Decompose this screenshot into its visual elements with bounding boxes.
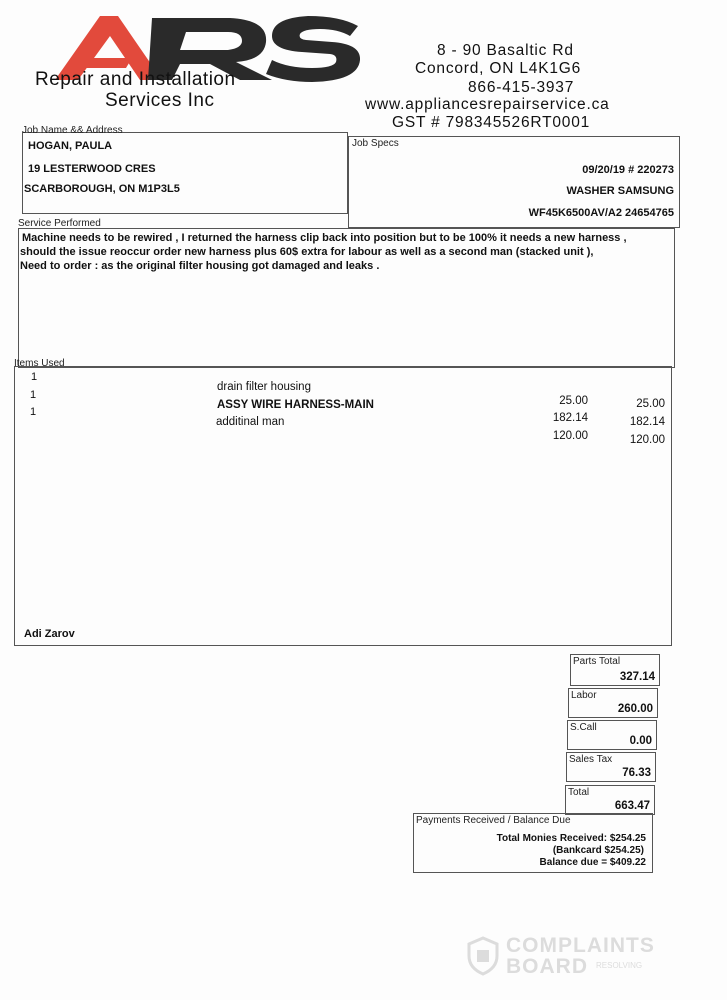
grand-total-label: Total [568,787,590,798]
website: www.appliancesrepairservice.ca [365,96,610,113]
company-name-line2: Services Inc [105,90,215,111]
service-call-value: 0.00 [629,735,652,747]
grand-total-box [565,785,655,815]
item-description: ASSY WIRE HARNESS-MAIN [217,399,374,411]
phone-number: 866-415-3937 [468,79,575,96]
customer-name: HOGAN, PAULA [28,140,113,152]
watermark-line2: BOARD [506,955,588,978]
job-address-label: Job Name && Address [22,125,123,136]
payments-box [413,813,653,873]
parts-total-value: 327.14 [619,671,655,683]
appliance-type: WASHER SAMSUNG [566,185,674,197]
item-unit-price: 120.00 [552,430,588,442]
appliance-model: WF45K6500AV/A2 24654765 [528,207,674,219]
payments-label: Payments Received / Balance Due [416,815,571,826]
service-call-label: S.Call [570,722,597,733]
gst-number: GST # 798345526RT0001 [392,114,591,131]
items-used-label: Items Used [14,358,65,369]
sales-tax-box [566,752,656,782]
item-qty: 1 [31,371,38,383]
monies-received: Total Monies Received: $254.25 [496,833,646,844]
customer-street: 19 LESTERWOOD CRES [28,163,156,175]
balance-due: Balance due = $409.22 [539,857,646,868]
service-note-line1: Machine needs to be rewired , I returned the harness clip back into position but to be 100% it needs a new harness , [22,232,627,244]
sales-tax-value: 76.33 [622,767,651,779]
complaints-board-watermark [466,934,681,980]
labor-value: 260.00 [617,703,653,715]
item-description: drain filter housing [217,381,311,393]
labor-box [568,688,658,718]
job-specs-label: Job Specs [352,138,399,149]
grand-total-value: 663.47 [614,800,650,812]
service-note-line3: Need to order : as the original filter housing got damaged and leaks . [20,260,380,272]
parts-total-label: Parts Total [573,656,621,667]
item-total: 25.00 [636,398,665,410]
item-qty: 1 [30,389,37,401]
technician-name: Adi Zarov [24,628,75,640]
item-total: 120.00 [629,434,665,446]
item-unit-price: 25.00 [559,395,588,407]
parts-total-box [570,654,660,686]
watermark-small: RESOLVING [596,961,643,970]
item-qty: 1 [30,406,37,418]
service-note-line2: should the issue reoccur order new harness plus 60$ extra for labour as well as a second man (stacked unit ), [20,246,594,258]
address-line1: 8 - 90 Basaltic Rd [437,42,574,59]
labor-label: Labor [571,690,597,701]
item-description: additinal man [216,416,285,428]
bankcard-payment: (Bankcard $254.25) [552,845,644,856]
sales-tax-label: Sales Tax [569,754,613,765]
job-date-number: 09/20/19 # 220273 [582,164,674,176]
item-unit-price: 182.14 [552,412,588,424]
watermark-line1: COMPLAINTS [506,934,655,957]
service-performed-label: Service Performed [18,218,101,229]
company-name-line1: Repair and Installation [35,69,236,90]
item-total: 182.14 [629,416,665,428]
address-line2: Concord, ON L4K1G6 [415,60,582,77]
customer-city: SCARBOROUGH, ON M1P3L5 [24,183,180,195]
shield-icon [466,936,500,976]
service-call-box [567,720,657,750]
